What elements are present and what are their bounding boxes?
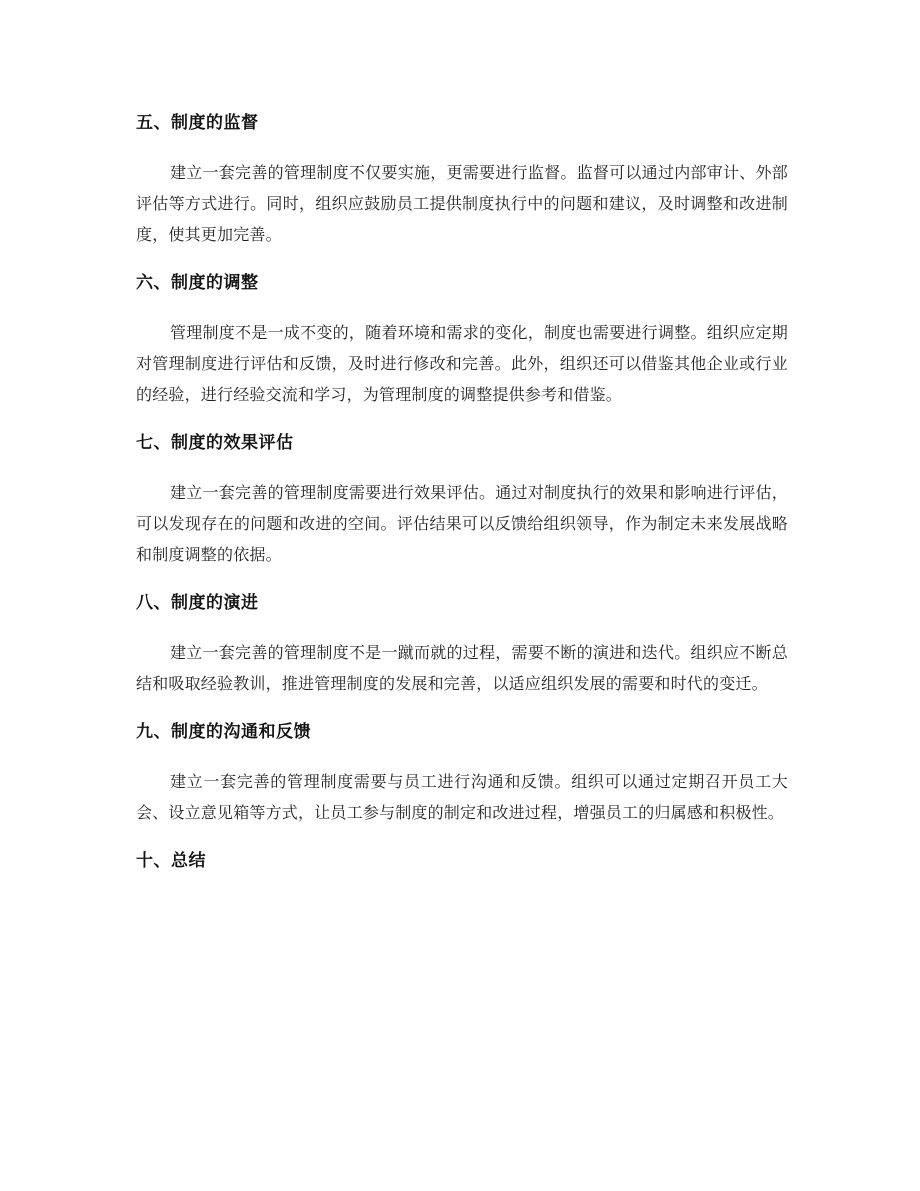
section-heading: 六、制度的调整 — [136, 273, 259, 293]
section-paragraph: 建立一套完善的管理制度不仅要实施，更需要进行监督。监督可以通过内部审计、外部评估等方式进行。同时，组织应鼓励员工提供制度执行中的问题和建议，及时调整和改进制度，使其更加完善。 — [136, 163, 788, 244]
section-heading: 五、制度的监督 — [136, 113, 259, 133]
section-paragraph: 管理制度不是一成不变的，随着环境和需求的变化，制度也需要进行调整。组织应定期对管理制度进行评估和反馈，及时进行修改和完善。此外，组织还可以借鉴其他企业或行业的经验，进行经验交流和学习，为管理制度的调整提供参考和借鉴。 — [136, 323, 788, 404]
section-heading: 七、制度的效果评估 — [136, 433, 294, 453]
section-paragraph: 建立一套完善的管理制度需要进行效果评估。通过对制度执行的效果和影响进行评估，可以发现存在的问题和改进的空间。评估结果可以反馈给组织领导，作为制定未来发展战略和制度调整的依据。 — [136, 483, 788, 564]
section-evolution — [136, 587, 788, 699]
section-effect-evaluation — [136, 427, 788, 570]
section-adjustment — [136, 267, 788, 410]
section-summary — [136, 845, 788, 877]
section-communication-feedback — [136, 716, 788, 828]
section-heading: 十、总结 — [136, 851, 206, 871]
section-supervision — [136, 107, 788, 250]
section-paragraph: 建立一套完善的管理制度不是一蹴而就的过程，需要不断的演进和迭代。组织应不断总结和吸取经验教训，推进管理制度的发展和完善，以适应组织发展的需要和时代的变迁。 — [136, 643, 788, 693]
section-heading: 九、制度的沟通和反馈 — [136, 722, 311, 742]
section-heading: 八、制度的演进 — [136, 593, 259, 613]
section-paragraph: 建立一套完善的管理制度需要与员工进行沟通和反馈。组织可以通过定期召开员工大会、设立意见箱等方式，让员工参与制度的制定和改进过程，增强员工的归属感和积极性。 — [136, 772, 788, 822]
